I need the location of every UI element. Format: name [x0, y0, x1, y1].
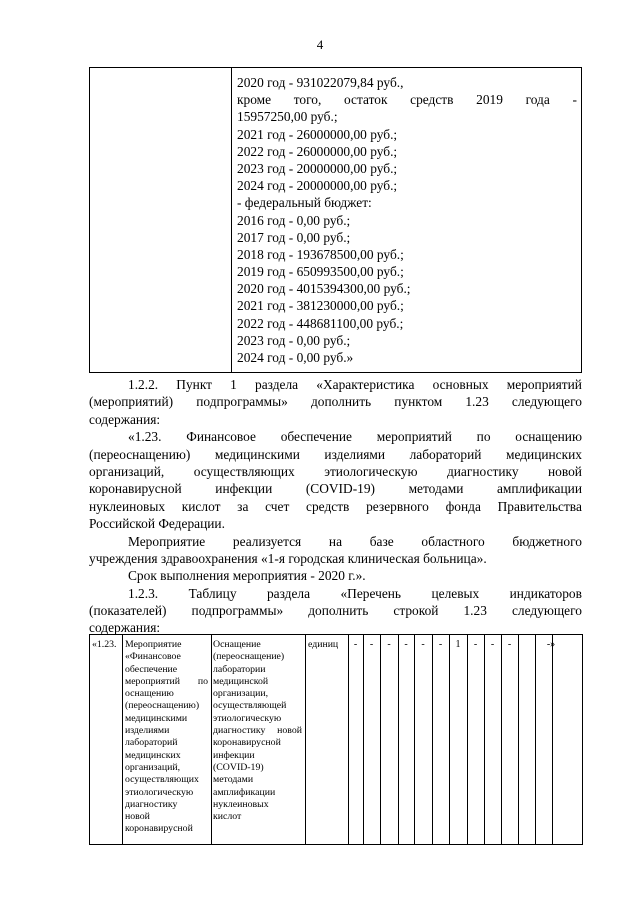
word: подпрограммы» [196, 394, 288, 410]
word: бюджетного [512, 533, 582, 549]
indicator-value: 1 [455, 639, 461, 650]
word: 1.2.3. [128, 585, 159, 601]
indicator-name-line [213, 725, 302, 737]
table-column-line [467, 635, 468, 844]
measure-name-line [125, 676, 208, 688]
word: диагностику [213, 725, 266, 737]
word: следующего [511, 603, 582, 619]
word: 1.23 [463, 603, 487, 619]
word: методами [408, 481, 464, 497]
funding-table [89, 67, 582, 373]
word: «Характеристика [316, 377, 415, 392]
word: мероприятий [376, 429, 452, 445]
word: по [197, 675, 208, 687]
word: лабораторий [409, 446, 482, 462]
measure-name-line: лабораторий [125, 737, 178, 749]
measure-name-line: медицинскими [125, 712, 188, 724]
indicator-name-line: медицинской [213, 675, 269, 687]
measure-name-line: оснащению [125, 688, 174, 700]
word: 1.23 [465, 394, 489, 410]
word: реализуется [232, 533, 302, 549]
table-column-line [305, 635, 306, 844]
word: областного [421, 533, 485, 549]
indicator-value: - [353, 639, 358, 650]
indicator-table [89, 634, 583, 845]
table-column-line [122, 635, 123, 844]
word: оснащению [515, 429, 582, 445]
word: (мероприятий) [89, 394, 174, 410]
word: (COVID-19) [305, 481, 375, 497]
table-column-line [398, 635, 399, 844]
word: фонда [445, 498, 481, 514]
indicator-name-line: нуклеиновых [213, 798, 269, 810]
indicator-value: - [473, 639, 478, 650]
word: - [572, 92, 577, 108]
word: за [237, 498, 249, 514]
funding-line: 2022 год - 448681100,00 руб.; [237, 315, 404, 331]
indicator-name-line: инфекции [213, 749, 255, 761]
measure-name-line: обеспечение [125, 663, 178, 675]
funding-line: 2016 год - 0,00 руб.; [237, 212, 351, 228]
word: коронавирусной [89, 481, 182, 497]
word: индикаторов [509, 585, 582, 601]
word: (переоснащению) [89, 446, 191, 462]
text-line [89, 446, 582, 463]
funding-line: 2022 год - 26000000,00 руб.; [237, 143, 398, 159]
text-line [89, 428, 582, 445]
text-line [89, 393, 582, 410]
table-column-line [414, 635, 415, 844]
measure-name-line: (переоснащению) [125, 700, 200, 712]
funding-line: 2023 год - 0,00 руб.; [237, 332, 351, 348]
word: остаток [343, 92, 388, 108]
measure-name-line: изделиями [125, 725, 170, 737]
word: подпрограммы» [191, 603, 284, 619]
word: целевых [431, 585, 480, 601]
word: года [525, 92, 550, 108]
word: 1 [230, 377, 237, 392]
word: по [476, 429, 491, 445]
indicator-value: - [404, 639, 408, 650]
text-line [89, 585, 582, 602]
word: медицинскими [214, 446, 300, 462]
word: раздела [255, 377, 299, 392]
word: кислот [181, 498, 221, 514]
indicator-name-line: этиологическую [213, 712, 282, 724]
indicator-value: - [438, 639, 443, 650]
text-line [89, 498, 582, 515]
measure-name-line: осуществляющих [125, 774, 199, 786]
measure-name-line: новой [125, 811, 150, 823]
measure-name [125, 639, 208, 836]
word: (показателей) [89, 603, 167, 619]
funding-line: 2020 год - 4015394300,00 руб.; [237, 281, 411, 297]
word: дополнить [308, 603, 369, 619]
word: дополнить [310, 394, 372, 410]
word: обеспечение [280, 429, 352, 445]
word: «Перечень [340, 585, 402, 601]
table-column-line [363, 635, 364, 844]
text-line [89, 480, 582, 497]
table-column-line [432, 635, 433, 844]
word: мероприятий [125, 675, 181, 687]
word: изделиями [324, 446, 386, 462]
word: резервного [366, 498, 429, 514]
word: того, [293, 92, 322, 108]
word: счет [265, 498, 290, 514]
word: осуществляющих [193, 463, 295, 479]
text-line: Срок выполнения мероприятия - 2020 г.». [128, 568, 366, 584]
table-column-line [535, 635, 536, 844]
text-line: содержания: [89, 411, 161, 427]
table-column-line [380, 635, 381, 844]
text-line [89, 463, 582, 480]
indicator-name-line: коронавирусной [213, 737, 281, 749]
funding-line: 2021 год - 381230000,00 руб.; [237, 298, 404, 314]
word: организаций, [89, 463, 165, 479]
funding-line: 2024 год - 0,00 руб.» [237, 350, 354, 365]
text-line [89, 602, 582, 619]
row-number: «1.23. [92, 639, 117, 650]
indicator-name-line: (COVID-19) [213, 761, 264, 773]
word: 2019 [476, 92, 503, 108]
table-column-line [348, 635, 349, 844]
text-line: учреждения здравоохранения «1-я городская клиническая больница». [89, 550, 487, 566]
indicator-name-line: (переоснащение) [213, 651, 285, 663]
word: этиологическую [324, 463, 418, 479]
word: базе [369, 533, 394, 549]
word: амплификации [496, 481, 582, 497]
indicator-value: - [507, 639, 512, 650]
funding-line: 2017 год - 0,00 руб.; [237, 229, 351, 245]
word: Таблицу [188, 585, 237, 601]
indicator-name-line: амплификации [213, 786, 276, 798]
word: следующего [511, 394, 582, 410]
word: пунктом [394, 394, 443, 410]
measure-name-line: медицинских [125, 749, 181, 761]
text-line [89, 533, 582, 550]
word: инфекции [215, 481, 273, 497]
table-column-line [449, 635, 450, 844]
indicator-name [213, 639, 302, 823]
word: Правительства [497, 498, 582, 514]
table-column-line [501, 635, 502, 844]
funding-line: 2024 год - 20000000,00 руб.; [237, 178, 398, 194]
word: медицинских [505, 446, 582, 462]
text-line: Российской Федерации. [89, 516, 225, 532]
measure-name-line: «Финансовое [125, 651, 181, 663]
funding-line: 2019 год - 650993500,00 руб.; [237, 264, 404, 280]
indicator-name-line: Оснащение [213, 639, 261, 650]
table-column-line [211, 635, 212, 844]
word: мероприятий [506, 377, 582, 392]
funding-line [237, 91, 577, 108]
measure-name-line: организаций, [125, 761, 181, 773]
measure-name-line: коронавирусной [125, 823, 193, 835]
text-line: содержания: [89, 620, 161, 636]
table-column-line [484, 635, 485, 844]
indicator-value: -» [546, 639, 556, 650]
funding-line: - федеральный бюджет: [237, 195, 372, 211]
indicator-value: - [421, 639, 425, 650]
word: Мероприятие [128, 533, 206, 549]
indicator-value: - [490, 639, 495, 650]
word: новой [277, 725, 302, 737]
funding-line: 2018 год - 193678500,00 руб.; [237, 246, 404, 262]
word: на [328, 533, 343, 549]
indicator-name-line: методами [213, 774, 254, 786]
funding-line: 15957250,00 руб.; [237, 109, 338, 125]
word: «1.23. [128, 429, 162, 445]
page-number: 4 [316, 37, 324, 52]
measure-name-line: этиологическую [125, 786, 194, 798]
table-column-line [518, 635, 519, 844]
indicator-name-line: организации, [213, 688, 269, 700]
word: основных [432, 377, 489, 392]
word: раздела [266, 585, 311, 601]
table-column-line [552, 635, 553, 844]
measure-name-line: диагностику [125, 798, 178, 810]
word: средств [410, 92, 454, 108]
word: средств [306, 498, 350, 514]
measure-name-line: Мероприятие [125, 639, 182, 650]
unit: единиц [308, 639, 339, 650]
funding-line: 2021 год - 26000000,00 руб.; [237, 126, 398, 142]
word: Пункт [176, 377, 213, 392]
indicator-name-line: кислот [213, 811, 242, 823]
funding-line: 2020 год - 931022079,84 руб., [237, 75, 404, 90]
word: нуклеиновых [89, 498, 166, 514]
word: новой [548, 463, 582, 479]
word: Финансовое [186, 429, 256, 445]
table-column-divider [231, 68, 232, 372]
funding-cell [237, 74, 577, 366]
word: строкой [393, 603, 439, 619]
funding-line: 2023 год - 20000000,00 руб.; [237, 160, 398, 176]
word: диагностику [446, 463, 519, 479]
indicator-name-line: лаборатории [213, 663, 266, 675]
word: кроме [237, 92, 272, 108]
text-line [89, 376, 582, 393]
indicator-name-line: осуществляющей [213, 700, 287, 712]
indicator-value: - [387, 639, 391, 650]
word: 1.2.2. [128, 377, 159, 392]
indicator-value: - [369, 639, 374, 650]
body-text [89, 376, 582, 637]
